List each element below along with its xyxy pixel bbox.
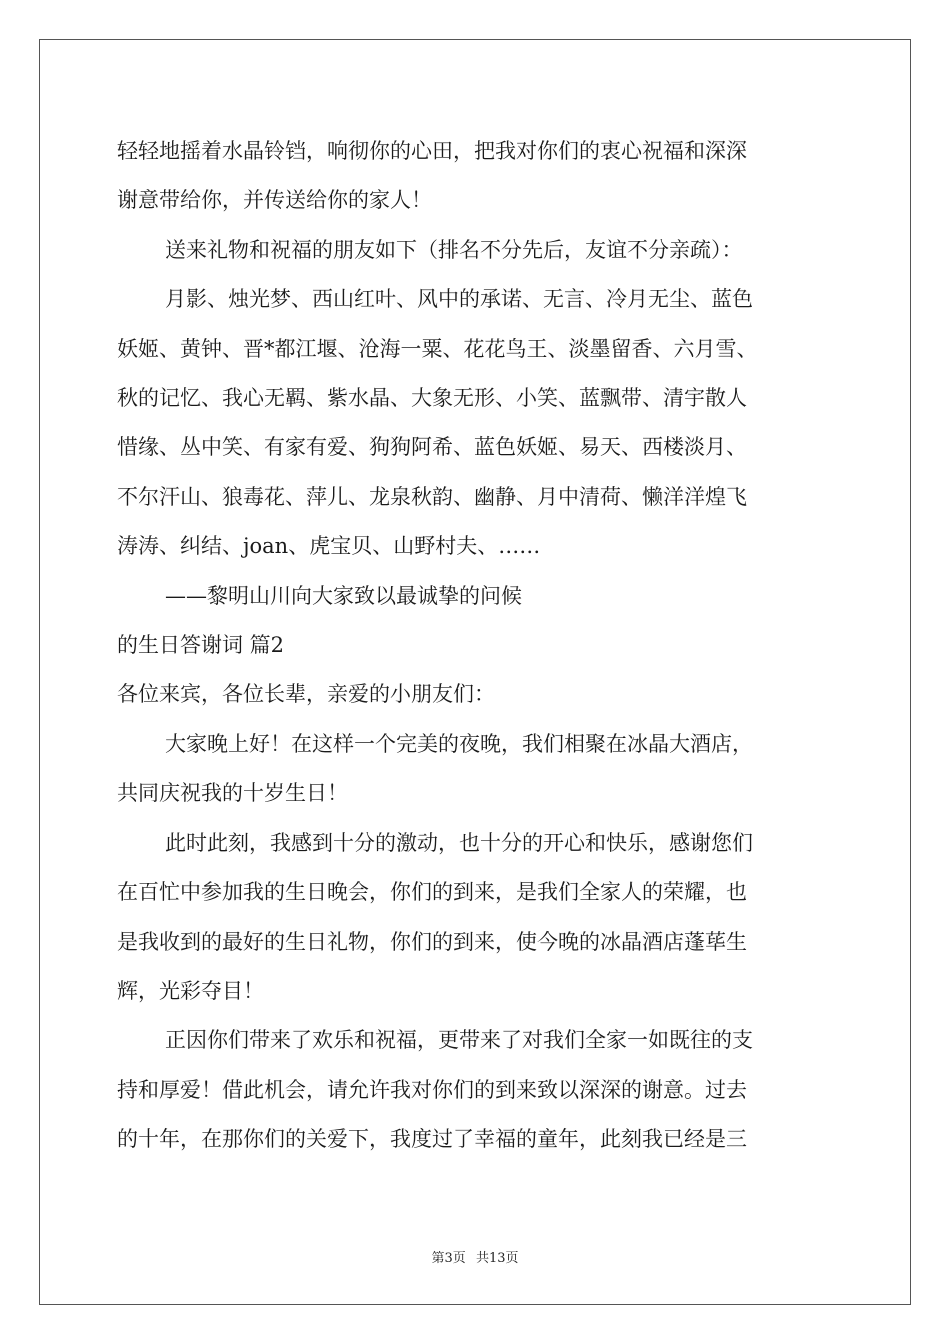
text-line: 共同庆祝我的十岁生日！ xyxy=(117,781,348,806)
text-line: 谢意带给你，并传送给你的家人！ xyxy=(117,188,432,213)
text-line: 此时此刻，我感到十分的激动，也十分的开心和快乐，感谢您们 xyxy=(165,830,753,855)
page-footer xyxy=(0,1247,950,1266)
total-pages: 共13页 xyxy=(475,1251,519,1266)
text-line: 送来礼物和祝福的朋友如下（排名不分先后，友谊不分亲疏）： xyxy=(165,237,743,262)
text-line: 惜缘、丛中笑、有家有爱、狗狗阿希、蓝色妖姬、易天、西楼淡月、 xyxy=(117,435,747,460)
text-line: 正因你们带来了欢乐和祝福，更带来了对我们全家一如既往的支 xyxy=(165,1028,753,1053)
text-line: 持和厚爱！借此机会，请允许我对你们的到来致以深深的谢意。过去 xyxy=(117,1077,747,1102)
text-line: 不尔汗山、狼毒花、萍儿、龙泉秋韵、幽静、月中清荷、懒洋洋煌飞 xyxy=(117,484,747,509)
text-line: 涛涛、纠结、joan、虎宝贝、山野村夫、…… xyxy=(117,534,541,559)
text-line: 大家晚上好！在这样一个完美的夜晚，我们相聚在冰晶大酒店， xyxy=(165,731,753,756)
text-line: 辉，光彩夺目！ xyxy=(117,978,264,1003)
signature-line: ——黎明山川向大家致以最诚挚的问候 xyxy=(165,583,522,608)
text-line: 的十年，在那你们的关爱下，我度过了幸福的童年，此刻我已经是三 xyxy=(117,1127,747,1152)
text-line: 在百忙中参加我的生日晚会，你们的到来，是我们全家人的荣耀，也 xyxy=(117,880,747,905)
text-line: 月影、烛光梦、西山红叶、风中的承诺、无言、冷月无尘、蓝色 xyxy=(165,287,753,312)
section-heading: 的生日答谢词 篇2 xyxy=(117,633,285,658)
text-line: 轻轻地摇着水晶铃铛，响彻你的心田，把我对你们的衷心祝福和深深 xyxy=(117,139,747,163)
text-line: 妖姬、黄钟、晋*都江堰、沧海一粟、花花鸟王、淡墨留香、六月雪、 xyxy=(117,336,758,361)
text-line: 是我收到的最好的生日礼物，你们的到来，使今晚的冰晶酒店蓬荜生 xyxy=(117,929,747,954)
page-number: 第3页 xyxy=(431,1251,466,1266)
text-line: 秋的记忆、我心无羁、紫水晶、大象无形、小笑、蓝飘带、清宇散人 xyxy=(117,386,747,411)
document-body xyxy=(117,127,837,1165)
salutation: 各位来宾，各位长辈，亲爱的小朋友们： xyxy=(117,682,495,707)
